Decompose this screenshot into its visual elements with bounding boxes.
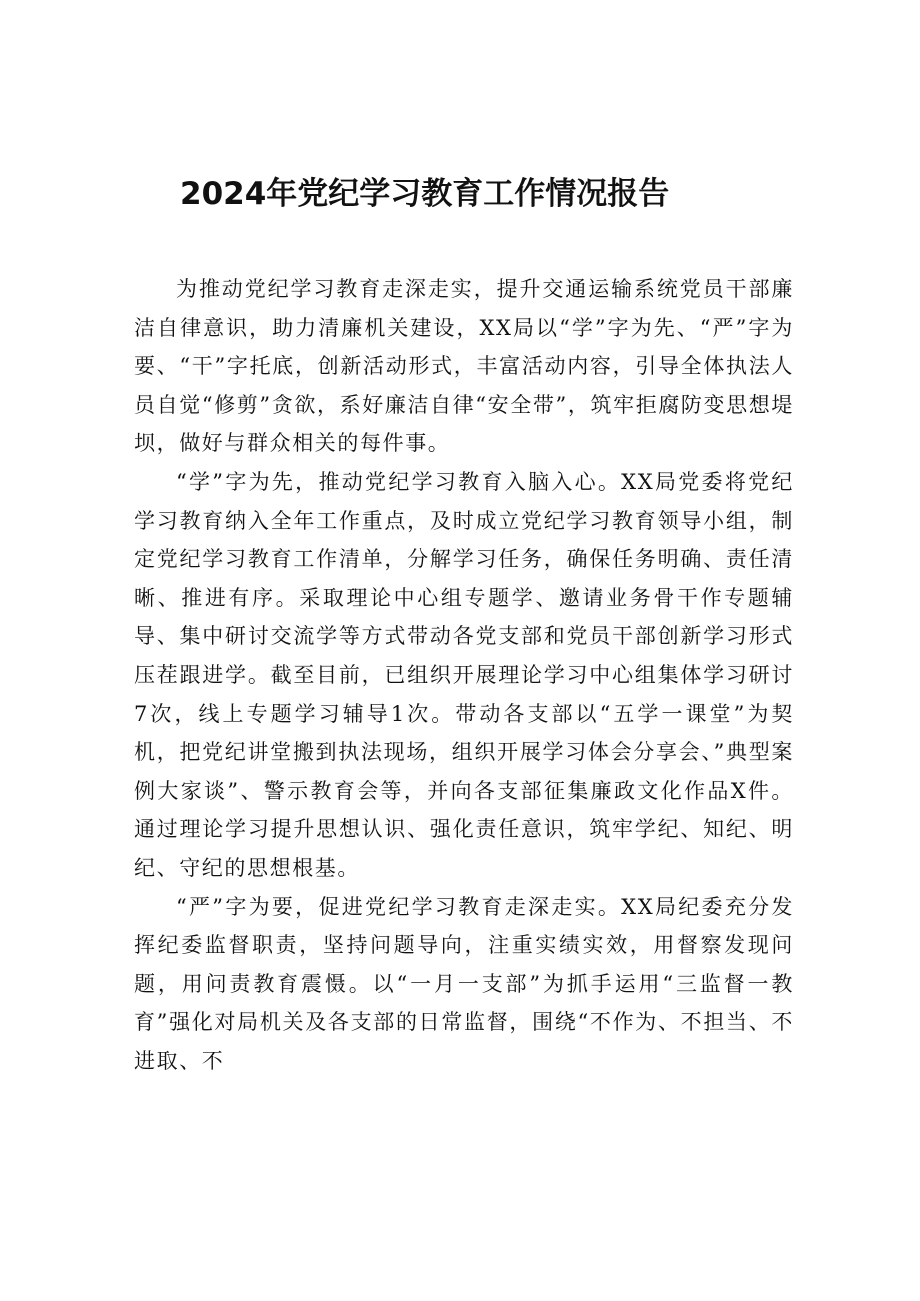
- paragraph-study: “学”字为先，推动党纪学习教育入脑入心。XX局党委将党纪学习教育纳入全年工作重点，及时成立党纪学习教育领导小组，制定党纪学习教育工作清单，分解学习任务，确保任务明确、责任清晰、推进有序。采取理论中心组专题学、邀请业务骨干作专题辅导、集中研讨交流学等方式带动各党支部和党员干部创新学习形式压茬跟进学。截至目前，已组织开展理论学习中心组集体学习研讨7次，线上专题学习辅导1次。带动各支部以“五学一课堂”为契机，把党纪讲堂搬到执法现场，组织开展学习体会分享会、”典型案例大家谈”、警示教育会等，并向各支部征集廉政文化作品X件。通过理论学习提升思想认识、强化责任意识，筑牢学纪、知纪、明纪、守纪的思想根基。: [134, 469, 794, 880]
- paragraph-intro: 为推动党纪学习教育走深走实，提升交通运输系统党员干部廉洁自律意识，助力清廉机关建设，XX局以“学”字为先、“严”字为要、“干”字托底，创新活动形式，丰富活动内容，引导全体执法人员自觉“修剪”贪欲，系好廉洁自律“安全带”，筑牢拒腐防变思想堤坝，做好与群众相关的每件事。: [134, 277, 794, 456]
- paragraph-strict: “严”字为要，促进党纪学习教育走深走实。XX局纪委充分发挥纪委监督职责，坚持问题导向，注重实绩实效，用督察发现问题，用问责教育震慑。以“一月一支部”为抓手运用“三监督一教育”强化对局机关及各支部的日常监督，围绕“不作为、不担当、不进取、不: [134, 894, 794, 1073]
- document-title: 2024年党纪学习教育工作情况报告: [180, 176, 670, 212]
- document-body: [134, 270, 794, 1080]
